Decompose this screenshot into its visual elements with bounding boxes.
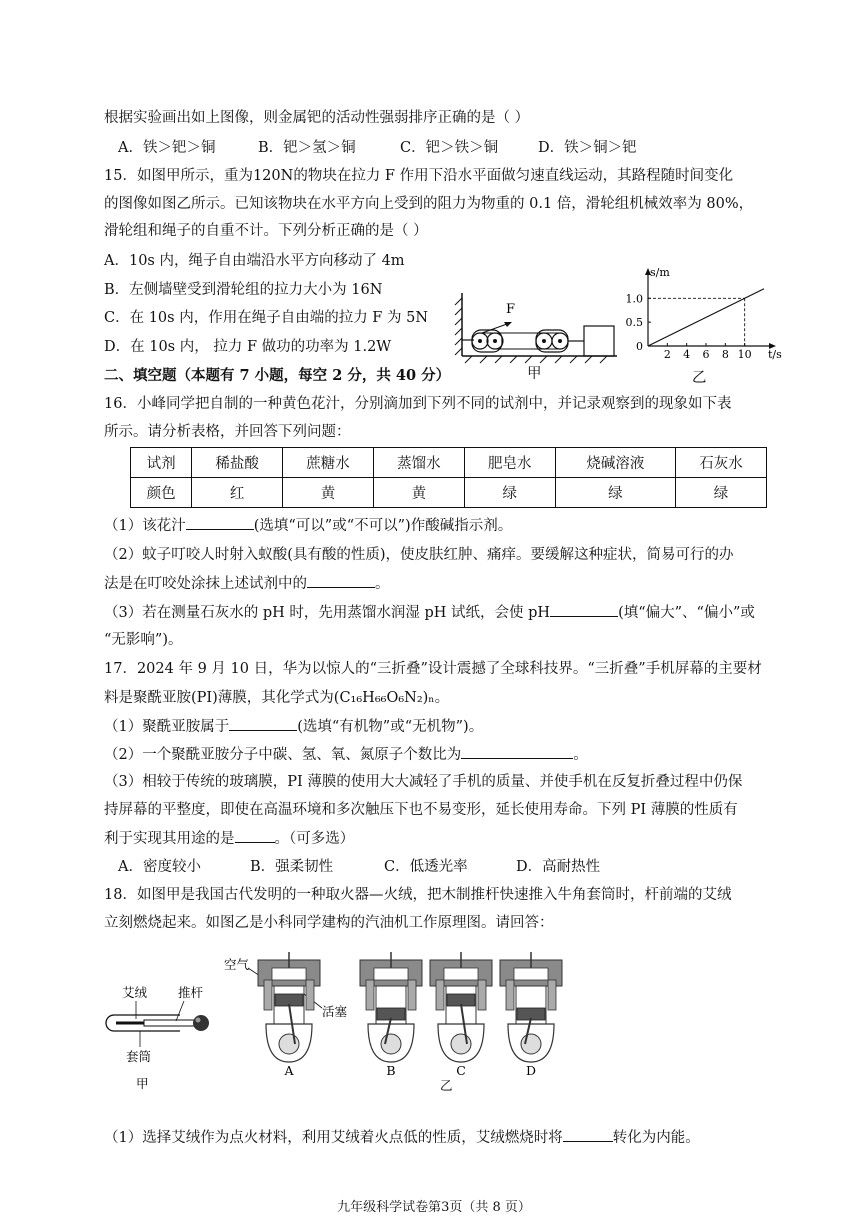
table-cell: 颜色 bbox=[131, 478, 192, 508]
fire-starter-figure bbox=[100, 985, 220, 1095]
table-cell: 石灰水 bbox=[676, 448, 767, 478]
chart-axes bbox=[645, 268, 776, 349]
table-cell: 肥皂水 bbox=[464, 448, 555, 478]
q16-sub3-text-a: （3）若在测量石灰水的 pH 时，先用蒸馏水润湿 pH 试纸，会使 pH bbox=[104, 605, 551, 621]
engine-label: A bbox=[284, 1063, 294, 1078]
combustion-chamber bbox=[272, 968, 306, 980]
fig-jia-caption: 甲 bbox=[527, 366, 542, 382]
crankshaft bbox=[521, 1034, 541, 1054]
combustion-chamber bbox=[514, 968, 548, 980]
q17-sub3-line1: （3）相较于传统的玻璃膜，PI 薄膜的使用大大减轻了手机的质量、并使手机在反复折叠过程中仍保 bbox=[104, 774, 743, 790]
q16-stem-line1: 16．小峰同学把自制的一种黄色花汁，分别滴加到下列不同的试剂中，并记录观察到的现象如下表 bbox=[104, 396, 732, 412]
y-tick-label: 0.5 bbox=[625, 316, 643, 330]
q17-sub2 bbox=[104, 744, 588, 765]
q17-sub2-text-a: （2）一个聚酰亚胺分子中碳、氢、氧、氮原子个数比为 bbox=[104, 747, 462, 763]
q15-option-c: C．在 10s 内，作用在绳子自由端的拉力 F 为 5N bbox=[104, 310, 429, 326]
fig-yi-caption: 乙 bbox=[692, 370, 707, 386]
valve-spring-left bbox=[436, 980, 444, 1010]
table-cell: 试剂 bbox=[131, 448, 192, 478]
reagent-table bbox=[130, 447, 767, 508]
engine-strokes-figure bbox=[218, 950, 578, 1095]
q17-stem-line2: 料是聚酰亚胺(PI)薄膜，其化学式为(C₁₆H₆₆O₆N₂)ₙ。 bbox=[104, 690, 450, 706]
crankshaft bbox=[279, 1034, 299, 1054]
engine-group bbox=[258, 952, 562, 1078]
q14-stem: 根据实验画出如上图像，则金属钯的活动性强弱排序正确的是（ ） bbox=[104, 110, 530, 126]
x-tick-label: 8 bbox=[721, 348, 729, 361]
q14-option-b: B．钯＞氢＞铜 bbox=[258, 140, 356, 156]
origin-label: 0 bbox=[636, 340, 643, 353]
x-tick-label: 4 bbox=[683, 348, 691, 361]
q18-sub1 bbox=[104, 1127, 700, 1148]
answer-blank[interactable] bbox=[229, 716, 297, 731]
y-axis-label: s/m bbox=[650, 266, 670, 279]
q17-option-a: A．密度较小 bbox=[118, 859, 201, 875]
y-tick-label: 1.0 bbox=[625, 292, 643, 306]
x-axis-label: t/s bbox=[768, 348, 782, 361]
x-tick-label: 10 bbox=[737, 348, 752, 361]
crankshaft bbox=[451, 1034, 471, 1054]
q17-stem-line1: 17．2024 年 9 月 10 日，华为以惊人的“三折叠”设计震撼了全球科技界。“三折叠”手机屏幕的主要材 bbox=[104, 661, 762, 677]
q17-option-c: C．低透光率 bbox=[384, 859, 468, 875]
q17-sub3-line3 bbox=[104, 828, 354, 849]
valve-spring-right bbox=[306, 980, 314, 1010]
answer-blank[interactable] bbox=[235, 828, 275, 843]
q18-stem-line2: 立刻燃烧起来。如图乙是小科同学建构的汽油机工作原理图。请回答： bbox=[104, 915, 554, 931]
q15-option-d: D．在 10s 内， 拉力 F 做功的功率为 1.2W bbox=[104, 339, 392, 355]
table-cell: 稀盐酸 bbox=[192, 448, 283, 478]
q16-sub1 bbox=[104, 515, 512, 536]
q17-sub1 bbox=[104, 716, 483, 737]
table-cell: 蒸馏水 bbox=[373, 448, 464, 478]
table-cell: 黄 bbox=[373, 478, 464, 508]
section-heading: 二、填空题（本题有 7 小题，每空 2 分，共 40 分） bbox=[104, 367, 451, 384]
q15-stem-line1: 15．如图甲所示，重为120N的物块在拉力 F 作用下沿水平面做匀速直线运动，其路程随时间变化 bbox=[104, 168, 734, 184]
table-cell: 黄 bbox=[283, 478, 374, 508]
q16-sub2-text-a: 法是在叮咬处涂抹上述试剂中的 bbox=[104, 576, 307, 592]
q18-stem-line1: 18．如图甲是我国古代发明的一种取火器—火绒，把木制推杆快速推入牛角套筒时，杆前端的艾绒 bbox=[104, 887, 732, 903]
q17-sub1-text-b: (选填“有机物”或“无机物”)。 bbox=[297, 719, 484, 735]
table-cell: 绿 bbox=[464, 478, 555, 508]
label-tube: 套筒 bbox=[126, 1049, 152, 1064]
series-line bbox=[648, 289, 764, 346]
table-cell: 绿 bbox=[676, 478, 767, 508]
chart-series bbox=[648, 289, 764, 346]
valve-spring-right bbox=[408, 980, 416, 1010]
q18-sub1-text-a: （1）选择艾绒作为点火材料，利用艾绒着火点低的性质，艾绒燃烧时将 bbox=[104, 1130, 563, 1146]
answer-blank[interactable] bbox=[307, 573, 375, 588]
q16-stem-line2: 所示。请分析表格，并回答下列问题： bbox=[104, 424, 351, 440]
q17-sub3-text-a: 利于实现其用途的是 bbox=[104, 831, 235, 847]
q16-sub3-line1 bbox=[104, 602, 755, 623]
answer-blank[interactable] bbox=[186, 515, 254, 530]
engine-label: C bbox=[456, 1063, 466, 1078]
q15-option-b: B．左侧墙壁受到滑轮组的拉力大小为 16N bbox=[104, 282, 383, 298]
q16-sub2-line1: （2）蚊子叮咬人时射入蚁酸(具有酸的性质)，使皮肤红肿、痛痒。要缓解这种症状，简易可行的办 bbox=[104, 547, 734, 563]
engine-label: B bbox=[386, 1063, 396, 1078]
engine-diagram bbox=[430, 952, 492, 1078]
label-air: 空气 bbox=[224, 957, 250, 972]
valve-spring-left bbox=[506, 980, 514, 1010]
answer-blank[interactable] bbox=[563, 1127, 613, 1142]
table-cell: 烧碱溶液 bbox=[555, 448, 675, 478]
engine-label: D bbox=[525, 1063, 537, 1078]
engine-diagram bbox=[500, 952, 562, 1078]
label-piston: 活塞 bbox=[322, 1004, 348, 1019]
label-rod: 推杆 bbox=[178, 985, 204, 1000]
fig-yi-caption-18: 乙 bbox=[440, 1078, 453, 1093]
q15-stem-line2: 的图像如图乙所示。已知该物块在水平方向上受到的阻力为物重的 0.1 倍，滑轮组机械效率为 80%， bbox=[104, 196, 754, 212]
q15-stem-line3: 滑轮组和绳子的自重不计。下列分析正确的是（ ） bbox=[104, 223, 428, 239]
valve-spring-left bbox=[264, 980, 272, 1010]
table-row bbox=[131, 448, 767, 478]
answer-blank[interactable] bbox=[461, 744, 573, 759]
q16-sub3-line2: “无影响”)。 bbox=[104, 632, 183, 648]
answer-blank[interactable] bbox=[550, 602, 618, 617]
q16-sub1-text-a: （1）该花汁 bbox=[104, 518, 186, 534]
x-tick-label: 6 bbox=[702, 348, 710, 361]
table-cell: 绿 bbox=[555, 478, 675, 508]
x-tick-label: 2 bbox=[663, 348, 671, 361]
table-cell: 红 bbox=[192, 478, 283, 508]
q17-option-d: D．高耐热性 bbox=[516, 859, 601, 875]
table-cell: 蔗糖水 bbox=[283, 448, 374, 478]
q17-option-b: B．强柔韧性 bbox=[250, 859, 334, 875]
q16-sub1-text-b: (选填“可以”或“不可以”)作酸碱指示剂。 bbox=[253, 518, 513, 534]
q17-sub3-line2: 持屏幕的平整度，即使在高温环境和多次触压下也不易变形，延长使用寿命。下列 PI 薄膜的性质有 bbox=[104, 802, 738, 818]
force-label: F bbox=[506, 302, 516, 317]
crankshaft bbox=[381, 1034, 401, 1054]
q17-sub3-text-b: 。（可多选） bbox=[274, 831, 355, 847]
q18-sub1-text-b: 转化为内能。 bbox=[612, 1130, 700, 1146]
q17-sub2-text-b: 。 bbox=[573, 747, 588, 763]
valve-spring-right bbox=[478, 980, 486, 1010]
q16-sub3-text-b: (填“偏大”、“偏小”或 bbox=[618, 605, 755, 621]
fig-jia-caption-18: 甲 bbox=[136, 1076, 149, 1091]
page-footer: 九年级科学试卷第3页（共 8 页） bbox=[337, 1200, 531, 1215]
q15-option-a: A．10s 内，绳子自由端沿水平方向移动了 4m bbox=[104, 253, 405, 269]
combustion-chamber bbox=[444, 968, 478, 980]
q16-sub2-line2 bbox=[104, 573, 390, 594]
q16-sub2-text-b: 。 bbox=[375, 576, 390, 592]
table-row bbox=[131, 478, 767, 508]
combustion-chamber bbox=[374, 968, 408, 980]
label-tinder: 艾绒 bbox=[122, 985, 148, 1000]
q17-sub1-text-a: （1）聚酰亚胺属于 bbox=[104, 719, 230, 735]
chart-labels bbox=[626, 266, 783, 361]
valve-spring-left bbox=[366, 980, 374, 1010]
st-chart bbox=[620, 266, 780, 366]
q14-option-d: D．铁＞铜＞钯 bbox=[538, 140, 637, 156]
engine-diagram bbox=[360, 952, 422, 1078]
engine-diagram bbox=[258, 952, 320, 1078]
q14-option-a: A．铁＞钯＞铜 bbox=[118, 140, 216, 156]
valve-spring-right bbox=[548, 980, 556, 1010]
q14-option-c: C．钯＞铁＞铜 bbox=[400, 140, 499, 156]
